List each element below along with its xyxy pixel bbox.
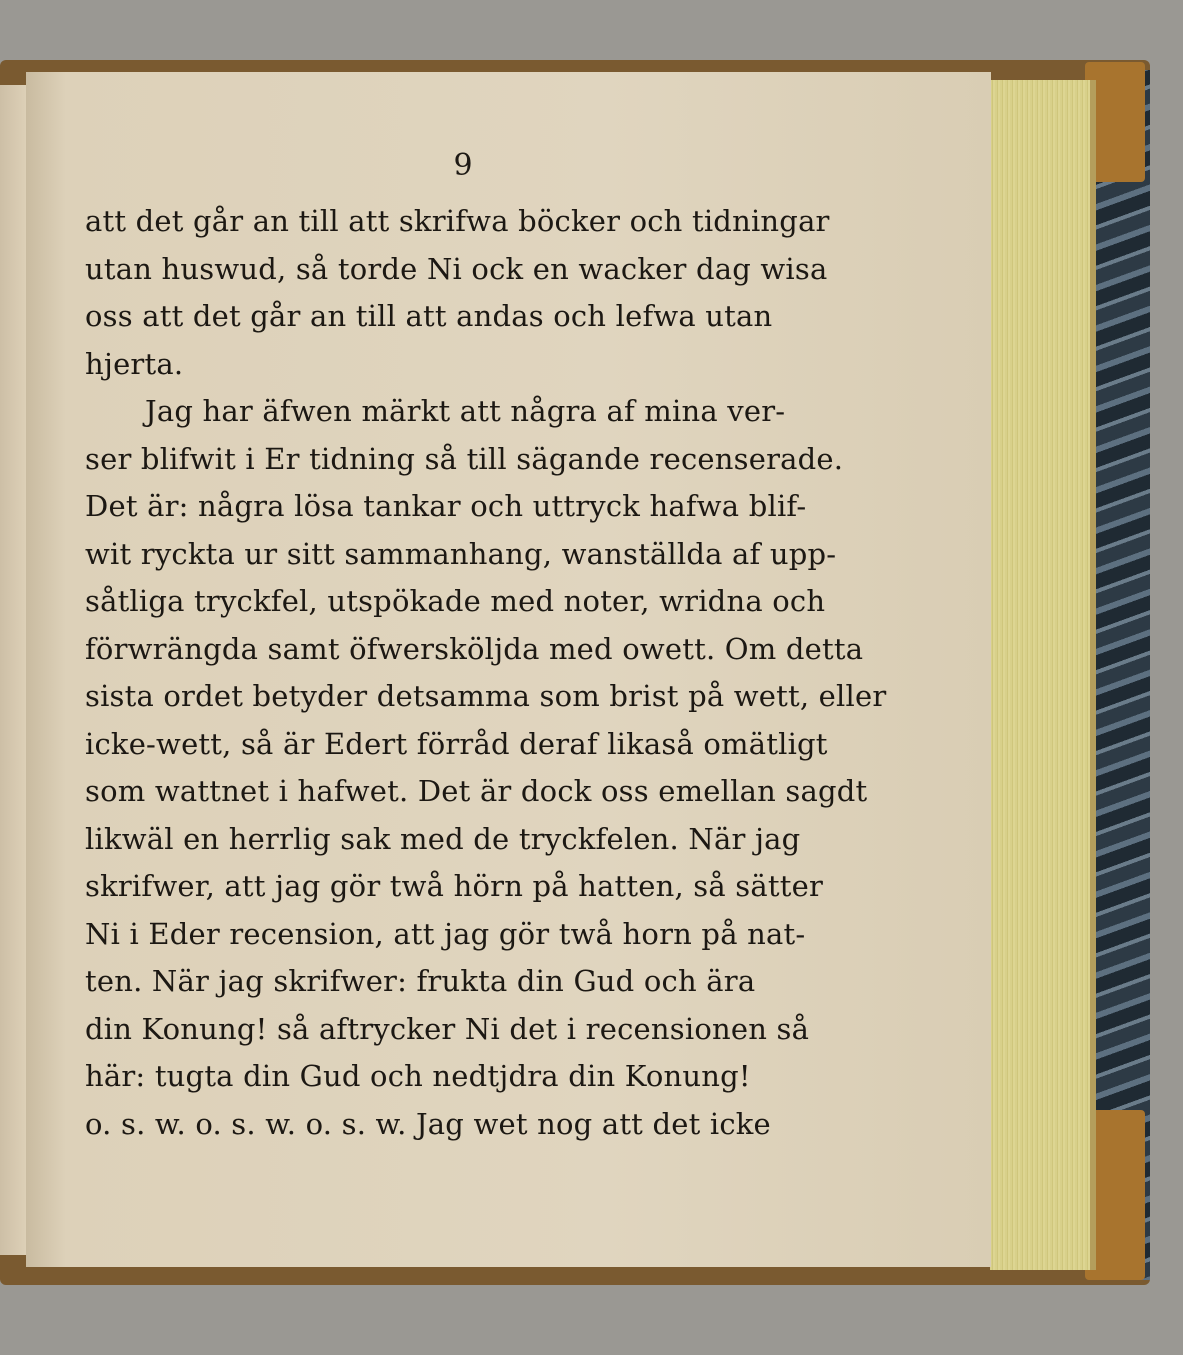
text-line: din Konung! så aftrycker Ni det i recensionen så: [85, 1011, 810, 1046]
text-line: Jag har äfwen märkt att några af mina ver-: [145, 394, 786, 428]
text-line: o. s. w. o. s. w. o. s. w. Jag wet nog att det icke: [85, 1106, 771, 1141]
text-line: Ni i Eder recension, att jag gör twå horn på nat-: [85, 916, 806, 951]
text-line: wit ryckta ur sitt sammanhang, wanställda af upp-: [85, 536, 837, 571]
page-edges: [990, 80, 1096, 1270]
text-line: hjerta.: [85, 346, 184, 381]
text-line: utan huswud, så torde Ni ock en wacker dag wisa: [85, 251, 828, 286]
page-text: [85, 198, 893, 1148]
text-line: att det går an till att skrifwa böcker och tidningar: [85, 204, 830, 238]
text-line: förwrängda samt öfwersköljda med owett. Om detta: [85, 631, 864, 666]
left-page-edge: [0, 85, 26, 1255]
text-line: oss att det går an till att andas och lefwa utan: [85, 299, 773, 333]
text-line: ser blifwit i Er tidning så till sägande recenserade.: [85, 441, 844, 476]
text-line: här: tugta din Gud och nedtjdra din Konung!: [85, 1059, 751, 1093]
text-line: likwäl en herrlig sak med de tryckfelen. När jag: [85, 821, 801, 856]
text-line: skrifwer, att jag gör twå hörn på hatten, så sätter: [85, 869, 824, 903]
page-number: 9: [453, 148, 473, 183]
text-line: ten. När jag skrifwer: frukta din Gud och ära: [85, 964, 756, 998]
text-line: som wattnet i hafwet. Det är dock oss emellan sagdt: [85, 774, 868, 808]
text-line: sista ordet betyder detsamma som brist på wett, eller: [85, 679, 887, 713]
text-line: icke-wett, så är Edert förråd deraf likaså omätligt: [85, 726, 828, 761]
text-line: Det är: några lösa tankar och uttryck hafwa blif-: [85, 489, 807, 523]
marbled-cover-edge: [1090, 70, 1150, 1280]
text-line: såtliga tryckfel, utspökade med noter, wridna och: [85, 584, 826, 618]
